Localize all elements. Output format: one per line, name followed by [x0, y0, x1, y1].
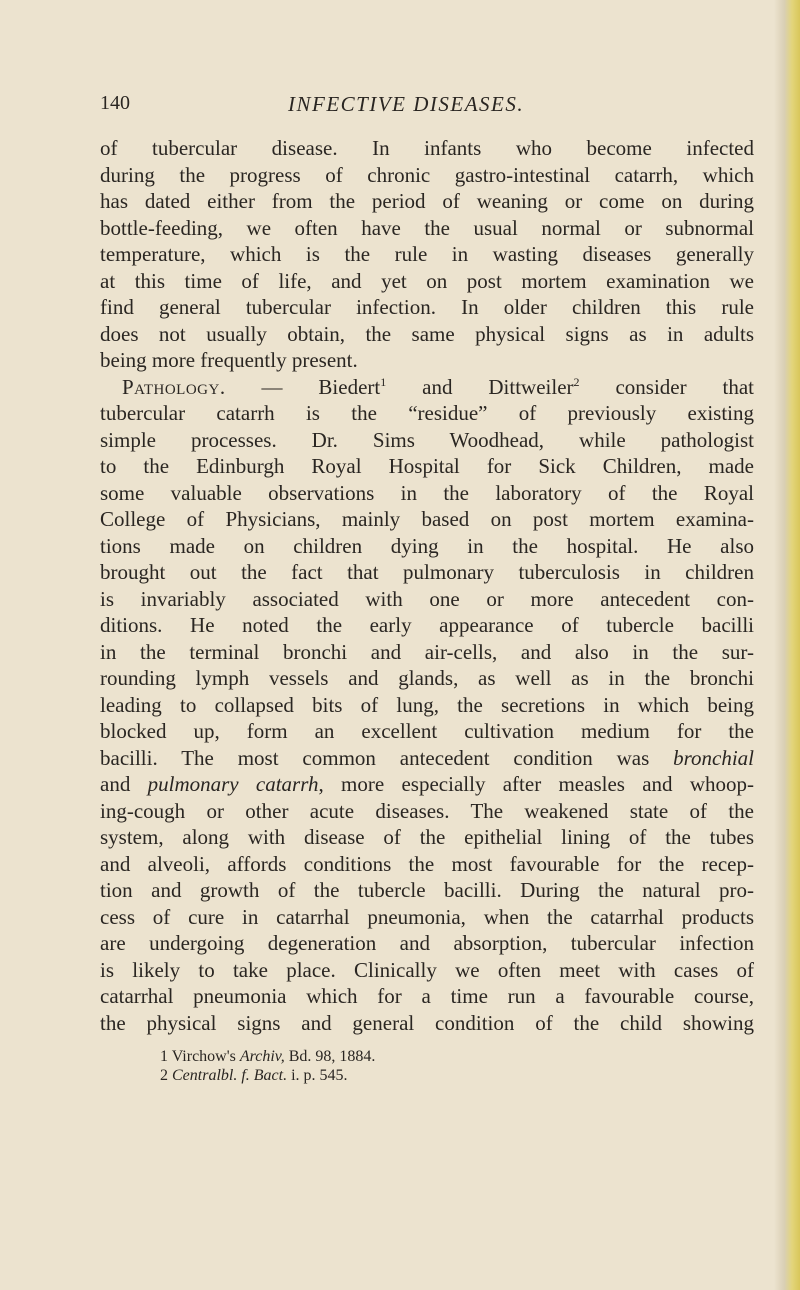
text-line: does not usually obtain, the same physical signs as in adults — [100, 321, 754, 346]
text-line: during the progress of chronic gastro-intestinal catarrh, which — [100, 162, 754, 187]
text-line: of tubercular disease. In infants who become infected — [100, 136, 754, 160]
page-edge — [774, 0, 800, 1290]
emphasis-bronchial: bronchial — [673, 745, 754, 770]
footnote-mark: 1 — [380, 374, 387, 389]
footnotes — [160, 1047, 560, 1085]
text-line: find general tubercular infection. In older children this rule — [100, 295, 754, 319]
text-line: temperature, which is the rule in wasting diseases generally — [100, 242, 754, 266]
text-line: simple processes. Dr. Sims Woodhead, while pathologist — [100, 427, 754, 452]
footnote-mark: 2 — [573, 374, 580, 389]
body-text — [100, 135, 754, 1036]
footnote-2 — [160, 1066, 560, 1085]
text-line: some valuable observations in the laboratory of the Royal — [100, 480, 754, 505]
text-fragment: consider that — [579, 374, 754, 399]
text-line: to the Edinburgh Royal Hospital for Sick Children, made — [100, 454, 754, 478]
pathology-heading: Pathology. — [122, 374, 226, 399]
emphasis-pulmonary-catarrh: pulmonary catarrh — [147, 772, 319, 796]
text-fragment: — Biedert — [225, 374, 381, 399]
text-line: leading to collapsed bits of lung, the secretions in which being — [100, 692, 754, 717]
text-fragment: bacilli. The most common antecedent condition was — [100, 745, 674, 770]
page-header — [100, 92, 750, 122]
text-line: system, along with disease of the epithelial lining of the tubes — [100, 825, 754, 849]
text-fragment: and Dittweiler — [386, 374, 574, 399]
text-line — [100, 745, 754, 772]
text-fragment: and — [100, 772, 148, 796]
text-line: ditions. He noted the early appearance of tubercle bacilli — [100, 613, 754, 637]
text-line: are undergoing degeneration and absorption, tubercular infection — [100, 931, 754, 955]
footnote-text: Bd. 98, 1884. — [284, 1048, 376, 1065]
text-line: brought out the fact that pulmonary tuberculosis in children — [100, 560, 754, 584]
text-fragment: , more especially after measles and whoop- — [318, 772, 754, 796]
text-line: ing-cough or other acute diseases. The weakened state of the — [100, 798, 754, 823]
text-line: in the terminal bronchi and air-cells, and also in the sur- — [100, 639, 754, 664]
text-line: at this time of life, and yet on post mortem examination we — [100, 268, 754, 293]
footnote-title: Archiv, — [239, 1048, 285, 1065]
text-line: catarrhal pneumonia which for a time run a favourable course, — [100, 984, 754, 1008]
footnote-number: 1 — [160, 1048, 168, 1065]
text-line: has dated either from the period of weaning or come on during — [100, 189, 754, 213]
pathology-paragraph-start — [100, 374, 754, 401]
footnote-number: 2 — [160, 1067, 168, 1084]
text-line: and alveoli, affords conditions the most favourable for the recep- — [100, 851, 754, 876]
text-line: cess of cure in catarrhal pneumonia, when the catarrhal products — [100, 904, 754, 929]
footnote-text: i. p. 545. — [287, 1067, 348, 1084]
text-line: bottle-feeding, we often have the usual normal or subnormal — [100, 215, 754, 240]
text-line: the physical signs and general condition of the child showing — [100, 1010, 754, 1035]
text-line — [100, 771, 754, 798]
text-line: tubercular catarrh is the “residue” of previously existing — [100, 401, 754, 425]
text-line: is likely to take place. Clinically we often meet with cases of — [100, 957, 754, 982]
footnote-text: Virchow's — [168, 1048, 240, 1065]
running-head: INFECTIVE DISEASES. — [288, 92, 525, 116]
footnote-1 — [160, 1047, 560, 1066]
text-line: being more frequently present. — [100, 348, 358, 372]
text-line: rounding lymph vessels and glands, as well as in the bronchi — [100, 666, 754, 690]
page-number: 140 — [100, 92, 130, 114]
text-line: blocked up, form an excellent cultivation medium for the — [100, 719, 754, 743]
text-line: is invariably associated with one or more antecedent con- — [100, 586, 754, 611]
text-line: tions made on children dying in the hospital. He also — [100, 533, 754, 558]
text-line: tion and growth of the tubercle bacilli. During the natural pro- — [100, 878, 754, 902]
footnote-title: Centralbl. f. Bact. — [172, 1067, 288, 1084]
text-line: College of Physicians, mainly based on post mortem examina- — [100, 507, 754, 531]
